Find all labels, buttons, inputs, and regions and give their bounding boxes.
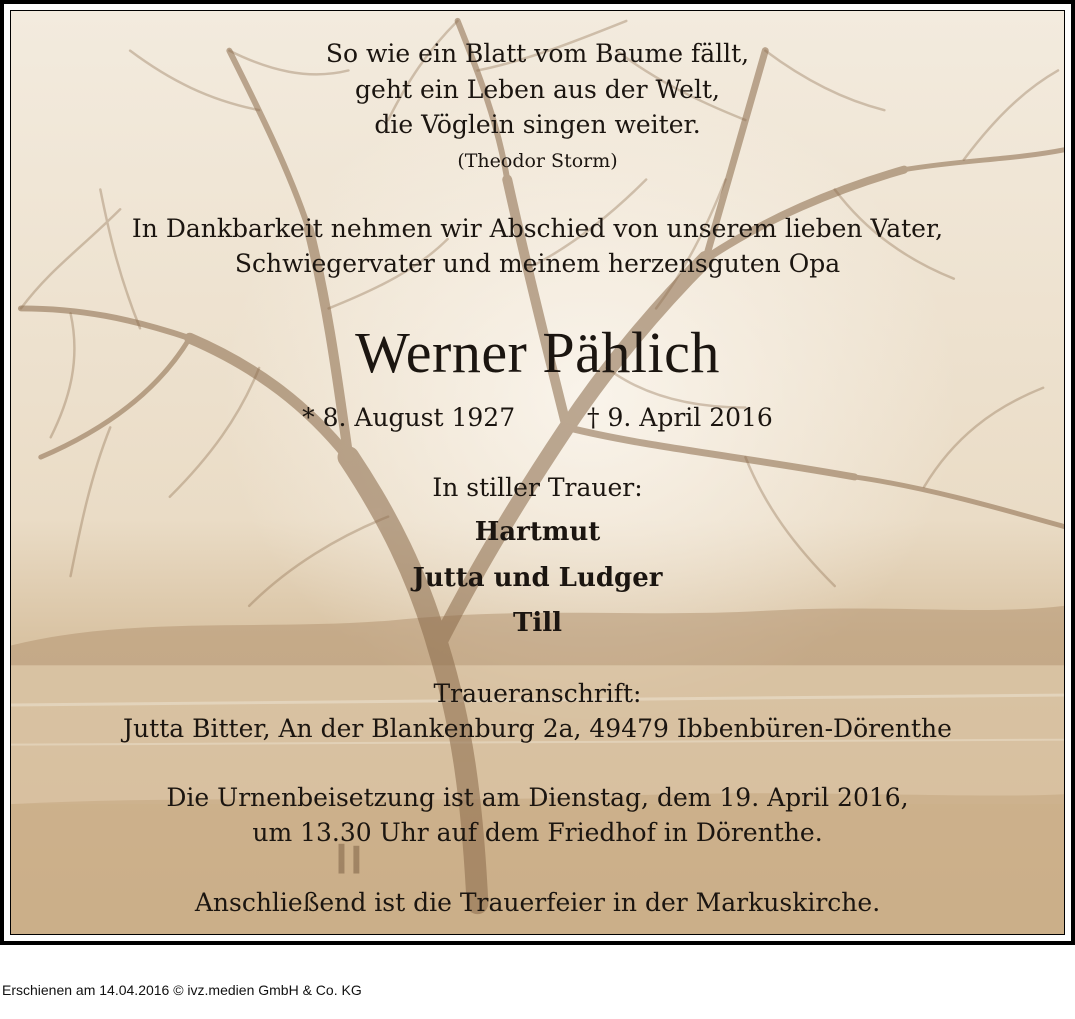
address-heading: Traueranschrift: [433,679,642,708]
deceased-name: Werner Pählich [355,320,720,385]
burial-line-2: um 13.30 Uhr auf dem Friedhof in Dörenthe. [252,818,823,847]
mourners-heading: In stiller Trauer: [432,473,643,502]
death-date: † 9. April 2016 [587,403,773,432]
birth-date: * 8. August 1927 [302,403,516,432]
poem-citation: (Theodor Storm) [457,150,618,172]
poem-line-1: So wie ein Blatt vom Baume fällt, [325,39,750,68]
burial-line-1: Die Urnenbeisetzung ist am Dienstag, dem 19. April 2016, [166,783,909,812]
farewell-line-1: In Dankbarkeit nehmen wir Abschied von unserem lieben Vater, [131,214,944,243]
poem-line-3: die Vöglein singen weiter. [374,110,701,139]
mourner-name: Till [513,608,562,638]
poem-line-2: geht ein Leben aus der Welt, [355,75,720,104]
notice-content [11,11,1064,934]
service-line: Anschließend ist die Trauerfeier in der Markuskirche. [194,888,881,917]
farewell-line-2: Schwiegervater und meinem herzensguten Opa [234,249,841,278]
publication-footer: Erschienen am 14.04.2016 © ivz.medien GmbH & Co. KG [2,982,362,998]
mourner-name: Jutta und Ludger [412,563,663,593]
notice-inner-frame [10,10,1065,935]
mourner-name: Hartmut [474,517,601,547]
life-dates [11,403,1064,432]
address-text: Jutta Bitter, An der Blankenburg 2a, 49479 Ibbenbüren-Dörenthe [123,714,952,743]
